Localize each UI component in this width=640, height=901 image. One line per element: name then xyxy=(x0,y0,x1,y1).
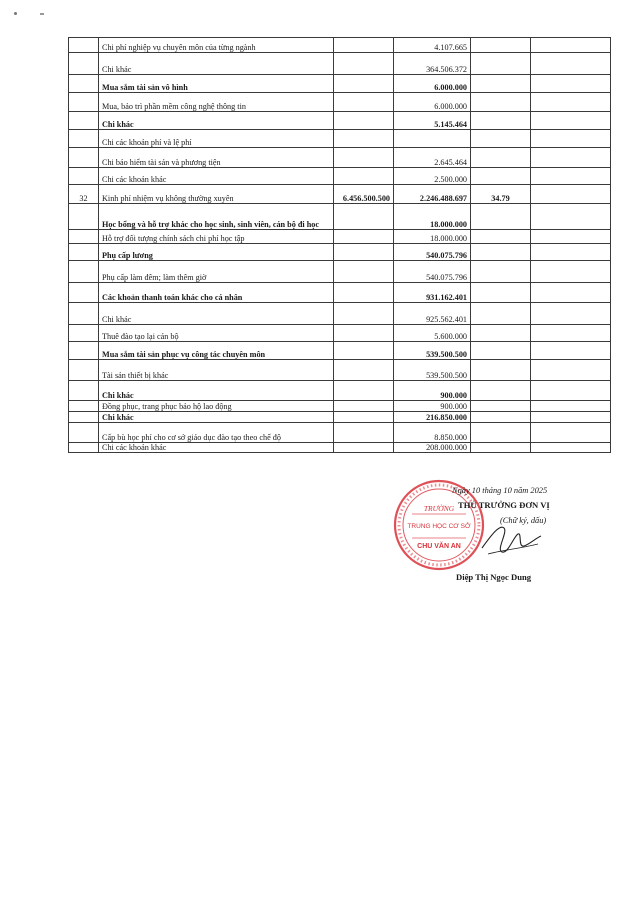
note-cell xyxy=(531,423,611,443)
planned-amount xyxy=(334,38,394,53)
row-number xyxy=(69,53,99,75)
table-row xyxy=(69,204,611,230)
actual-amount: 6.000.000 xyxy=(394,75,471,93)
planned-amount xyxy=(334,360,394,381)
actual-amount: 2.645.464 xyxy=(394,148,471,168)
table-row xyxy=(69,443,611,453)
actual-amount: 2.246.488.697 xyxy=(394,185,471,204)
planned-amount xyxy=(334,412,394,423)
actual-amount: 925.562.401 xyxy=(394,303,471,325)
item-description: Cấp bù học phí cho cơ sở giáo dục đào tạo theo chế độ xyxy=(99,423,334,443)
planned-amount xyxy=(334,230,394,244)
planned-amount xyxy=(334,325,394,342)
note-cell xyxy=(531,112,611,130)
actual-amount xyxy=(394,130,471,148)
planned-amount: 6.456.500.500 xyxy=(334,185,394,204)
percent-complete xyxy=(471,381,531,401)
actual-amount: 4.107.665 xyxy=(394,38,471,53)
actual-amount: 6.000.000 xyxy=(394,93,471,112)
scan-speck xyxy=(40,13,44,15)
note-cell xyxy=(531,75,611,93)
row-number xyxy=(69,148,99,168)
percent-complete xyxy=(471,412,531,423)
table-row xyxy=(69,381,611,401)
note-cell xyxy=(531,244,611,261)
note-cell xyxy=(531,185,611,204)
planned-amount xyxy=(334,303,394,325)
table-row xyxy=(69,261,611,283)
actual-amount: 5.145.464 xyxy=(394,112,471,130)
percent-complete xyxy=(471,401,531,412)
note-cell xyxy=(531,360,611,381)
item-description: Mua sắm tài sản phục vụ công tác chuyên môn xyxy=(99,342,334,360)
row-number xyxy=(69,401,99,412)
item-description: Kinh phí nhiệm vụ không thường xuyên xyxy=(99,185,334,204)
planned-amount xyxy=(334,93,394,112)
table-row xyxy=(69,342,611,360)
scan-speck xyxy=(14,12,17,15)
item-description: Hỗ trợ đối tượng chính sách chi phí học tập xyxy=(99,230,334,244)
percent-complete xyxy=(471,423,531,443)
row-number xyxy=(69,325,99,342)
note-cell xyxy=(531,230,611,244)
planned-amount xyxy=(334,244,394,261)
row-number xyxy=(69,283,99,303)
percent-complete xyxy=(471,325,531,342)
planned-amount xyxy=(334,168,394,185)
note-cell xyxy=(531,261,611,283)
signature-title: THỦ TRƯỞNG ĐƠN VỊ xyxy=(458,500,550,510)
item-description: Chi khác xyxy=(99,412,334,423)
actual-amount: 2.500.000 xyxy=(394,168,471,185)
item-description: Học bổng và hỗ trợ khác cho học sinh, sinh viên, cán bộ đi học xyxy=(99,204,334,230)
row-number: 32 xyxy=(69,185,99,204)
actual-amount: 18.000.000 xyxy=(394,230,471,244)
actual-amount: 540.075.796 xyxy=(394,244,471,261)
table-row xyxy=(69,38,611,53)
actual-amount: 900.000 xyxy=(394,381,471,401)
percent-complete: 34.79 xyxy=(471,185,531,204)
percent-complete xyxy=(471,75,531,93)
item-description: Phụ cấp làm đêm; làm thêm giờ xyxy=(99,261,334,283)
row-number xyxy=(69,38,99,53)
table-row xyxy=(69,230,611,244)
percent-complete xyxy=(471,230,531,244)
actual-amount: 208.000.000 xyxy=(394,443,471,453)
seal-line-1: TRƯỜNG xyxy=(423,504,455,513)
actual-amount: 18.000.000 xyxy=(394,204,471,230)
table-row xyxy=(69,283,611,303)
percent-complete xyxy=(471,244,531,261)
actual-amount: 931.162.401 xyxy=(394,283,471,303)
planned-amount xyxy=(334,342,394,360)
percent-complete xyxy=(471,303,531,325)
percent-complete xyxy=(471,148,531,168)
table-row xyxy=(69,412,611,423)
planned-amount xyxy=(334,130,394,148)
row-number xyxy=(69,112,99,130)
planned-amount xyxy=(334,75,394,93)
note-cell xyxy=(531,342,611,360)
table-row xyxy=(69,148,611,168)
note-cell xyxy=(531,412,611,423)
row-number xyxy=(69,443,99,453)
seal-line-2: TRUNG HỌC CƠ SỞ xyxy=(407,523,471,530)
signature-note: (Chữ ký, dấu) xyxy=(500,516,547,525)
note-cell xyxy=(531,283,611,303)
planned-amount xyxy=(334,261,394,283)
row-number xyxy=(69,303,99,325)
row-number xyxy=(69,342,99,360)
signatory-name: Diệp Thị Ngọc Dung xyxy=(456,572,532,582)
seal-line-3: CHU VĂN AN xyxy=(417,543,461,550)
item-description: Chi bảo hiểm tài sản và phương tiện xyxy=(99,148,334,168)
planned-amount xyxy=(334,283,394,303)
note-cell xyxy=(531,303,611,325)
percent-complete xyxy=(471,443,531,453)
signature-date: Ngày 10 tháng 10 năm 2025 xyxy=(452,486,548,495)
row-number xyxy=(69,360,99,381)
percent-complete xyxy=(471,130,531,148)
row-number xyxy=(69,204,99,230)
table-row xyxy=(69,303,611,325)
planned-amount xyxy=(334,401,394,412)
note-cell xyxy=(531,53,611,75)
note-cell xyxy=(531,325,611,342)
item-description: Phụ cấp lương xyxy=(99,244,334,261)
item-description: Đồng phục, trang phục bảo hộ lao động xyxy=(99,401,334,412)
percent-complete xyxy=(471,112,531,130)
item-description: Chi các khoản khác xyxy=(99,168,334,185)
planned-amount xyxy=(334,148,394,168)
item-description: Chi các khoản khác xyxy=(99,443,334,453)
actual-amount: 540.075.796 xyxy=(394,261,471,283)
item-description: Các khoản thanh toán khác cho cá nhân xyxy=(99,283,334,303)
percent-complete xyxy=(471,261,531,283)
table-row xyxy=(69,423,611,443)
planned-amount xyxy=(334,53,394,75)
item-description: Tài sản thiết bị khác xyxy=(99,360,334,381)
row-number xyxy=(69,130,99,148)
table-row xyxy=(69,244,611,261)
table-row xyxy=(69,93,611,112)
row-number xyxy=(69,423,99,443)
percent-complete xyxy=(471,168,531,185)
actual-amount: 8.850.000 xyxy=(394,423,471,443)
table-row xyxy=(69,112,611,130)
table-row xyxy=(69,168,611,185)
note-cell xyxy=(531,381,611,401)
item-description: Chi khác xyxy=(99,53,334,75)
item-description: Chi khác xyxy=(99,303,334,325)
actual-amount: 539.500.500 xyxy=(394,342,471,360)
row-number xyxy=(69,261,99,283)
item-description: Chi khác xyxy=(99,112,334,130)
item-description: Mua, bảo trì phần mềm công nghệ thông tin xyxy=(99,93,334,112)
percent-complete xyxy=(471,204,531,230)
item-description: Chi khác xyxy=(99,381,334,401)
actual-amount: 216.850.000 xyxy=(394,412,471,423)
note-cell xyxy=(531,401,611,412)
table-row xyxy=(69,325,611,342)
note-cell xyxy=(531,148,611,168)
item-description: Mua sắm tài sản vô hình xyxy=(99,75,334,93)
item-description: Chi các khoản phí và lệ phí xyxy=(99,130,334,148)
planned-amount xyxy=(334,204,394,230)
budget-table xyxy=(68,37,611,453)
note-cell xyxy=(531,204,611,230)
actual-amount: 539.500.500 xyxy=(394,360,471,381)
table-row xyxy=(69,75,611,93)
note-cell xyxy=(531,168,611,185)
item-description: Thuê đào tạo lại cán bộ xyxy=(99,325,334,342)
planned-amount xyxy=(334,381,394,401)
percent-complete xyxy=(471,360,531,381)
table-row xyxy=(69,360,611,381)
row-number xyxy=(69,412,99,423)
actual-amount: 5.600.000 xyxy=(394,325,471,342)
item-description: Chi phí nghiệp vụ chuyên môn của từng ngành xyxy=(99,38,334,53)
note-cell xyxy=(531,130,611,148)
note-cell xyxy=(531,443,611,453)
table-row xyxy=(69,401,611,412)
row-number xyxy=(69,93,99,112)
percent-complete xyxy=(471,38,531,53)
row-number xyxy=(69,244,99,261)
table-row xyxy=(69,130,611,148)
budget-table-body xyxy=(69,38,611,453)
actual-amount: 364.506.372 xyxy=(394,53,471,75)
row-number xyxy=(69,381,99,401)
table-row xyxy=(69,53,611,75)
row-number xyxy=(69,230,99,244)
row-number xyxy=(69,168,99,185)
percent-complete xyxy=(471,93,531,112)
note-cell xyxy=(531,93,611,112)
planned-amount xyxy=(334,443,394,453)
planned-amount xyxy=(334,423,394,443)
percent-complete xyxy=(471,342,531,360)
row-number xyxy=(69,75,99,93)
percent-complete xyxy=(471,53,531,75)
actual-amount: 900.000 xyxy=(394,401,471,412)
planned-amount xyxy=(334,112,394,130)
note-cell xyxy=(531,38,611,53)
percent-complete xyxy=(471,283,531,303)
table-row xyxy=(69,185,611,204)
